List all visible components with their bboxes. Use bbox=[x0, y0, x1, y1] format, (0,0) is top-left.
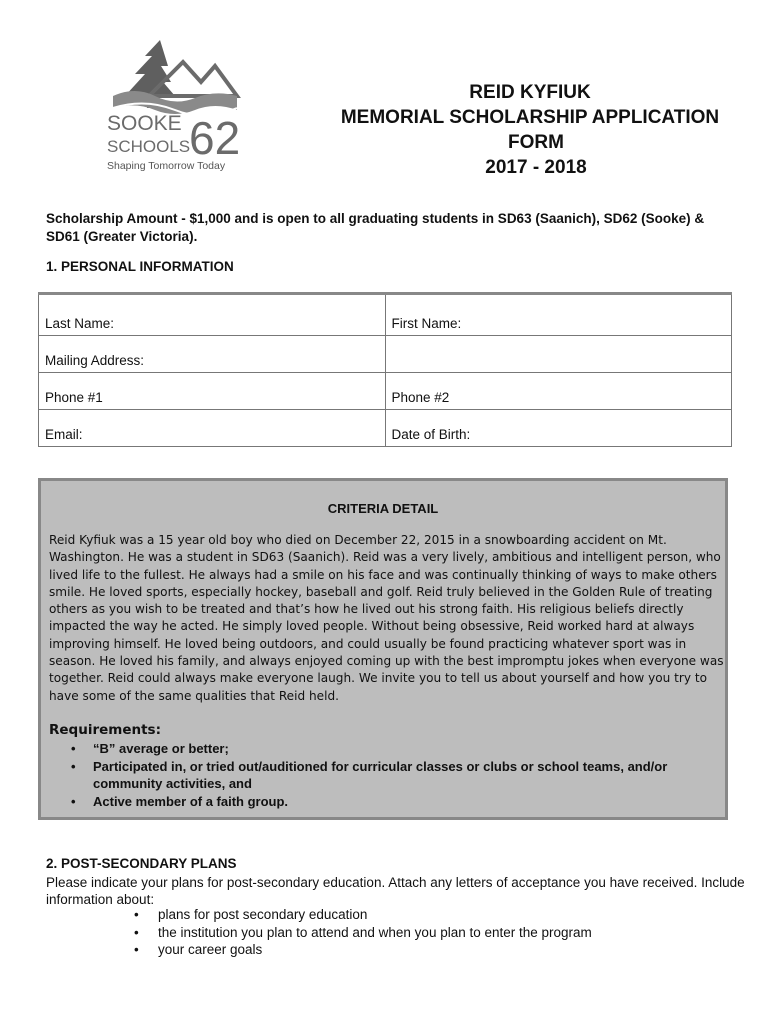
list-item: • the institution you plan to attend and when you plan to enter the program bbox=[132, 924, 592, 942]
title-line3: FORM bbox=[508, 132, 564, 153]
section2-text: Please indicate your plans for post-secondary education. Attach any letters of acceptance you have received. Include information about: bbox=[46, 875, 745, 907]
phone1-field[interactable]: Phone #1 bbox=[39, 373, 386, 410]
scholarship-intro: Scholarship Amount - $1,000 and is open to all graduating students in SD63 (Saanich), SD62 (Sooke) & SD61 (Greater Victoria). bbox=[46, 211, 705, 244]
last-name-field[interactable]: Last Name: bbox=[39, 294, 386, 336]
criteria-box bbox=[38, 478, 728, 820]
logo-graphic bbox=[105, 36, 255, 176]
email-field[interactable]: Email: bbox=[39, 410, 386, 447]
sooke-schools-logo bbox=[105, 36, 255, 176]
list-item: • plans for post secondary education bbox=[132, 906, 592, 924]
list-item: • Participated in, or tried out/auditioned for curricular classes or clubs or school teams, and/or community activities, and bbox=[69, 758, 709, 793]
plans-list bbox=[132, 906, 592, 959]
list-item: • your career goals bbox=[132, 941, 592, 959]
personal-info-table bbox=[38, 292, 732, 447]
phone2-field[interactable]: Phone #2 bbox=[385, 373, 732, 410]
section1-heading: 1. PERSONAL INFORMATION bbox=[46, 259, 234, 274]
first-name-field[interactable]: First Name: bbox=[385, 294, 732, 336]
table-row bbox=[39, 336, 732, 373]
list-item: • Active member of a faith group. bbox=[69, 793, 709, 811]
logo-number: 62 bbox=[189, 112, 241, 164]
requirements-list bbox=[69, 740, 709, 810]
logo-line2: SCHOOLS bbox=[107, 137, 191, 156]
title-line2: MEMORIAL SCHOLARSHIP APPLICATION bbox=[340, 107, 720, 128]
table-row bbox=[39, 373, 732, 410]
date-of-birth-field[interactable]: Date of Birth: bbox=[385, 410, 732, 447]
mailing-address-field-extra[interactable] bbox=[385, 336, 732, 373]
section2-heading: 2. POST-SECONDARY PLANS bbox=[46, 856, 237, 871]
criteria-body: Reid Kyfiuk was a 15 year old boy who died on December 22, 2015 in a snowboarding accident on Mt. Washington. He was a student in SD63 (Saanich). Reid was a very lively, ambitious and intelligent person, who lived life to the fullest. He always had a smile on his face and was continually thinking of ways to make others smile. He loved sports, especially hockey, baseball and golf. Reid truly believed in the Golden Rule of treating others as you wish to be treated and that’s how he lived out his strong faith. His religious beliefs directly impacted the way he acted. He simply loved people. Without being obsessive, Reid worked hard at always improving himself. He loved being outdoors, and could usually be found practicing whatever sport was in season. He loved his family, and always enjoyed coming up with the best impromptu jokes when everyone was together. Reid could always make everyone laugh. We invite you to tell us about yourself and how you try to have some of the same qualities that Reid held. bbox=[49, 533, 724, 703]
title-line4: 2017 - 2018 bbox=[485, 157, 587, 178]
list-item: • “B” average or better; bbox=[69, 740, 709, 758]
title-line1: REID KYFIUK bbox=[469, 82, 591, 103]
mailing-address-field[interactable]: Mailing Address: bbox=[39, 336, 386, 373]
page-title bbox=[320, 80, 740, 180]
table-row bbox=[39, 410, 732, 447]
logo-tagline: Shaping Tomorrow Today bbox=[107, 160, 226, 172]
criteria-heading: CRITERIA DETAIL bbox=[327, 501, 439, 516]
table-row bbox=[39, 294, 732, 336]
logo-line1: SOOKE bbox=[107, 112, 182, 135]
requirements-heading: Requirements: bbox=[49, 722, 161, 738]
